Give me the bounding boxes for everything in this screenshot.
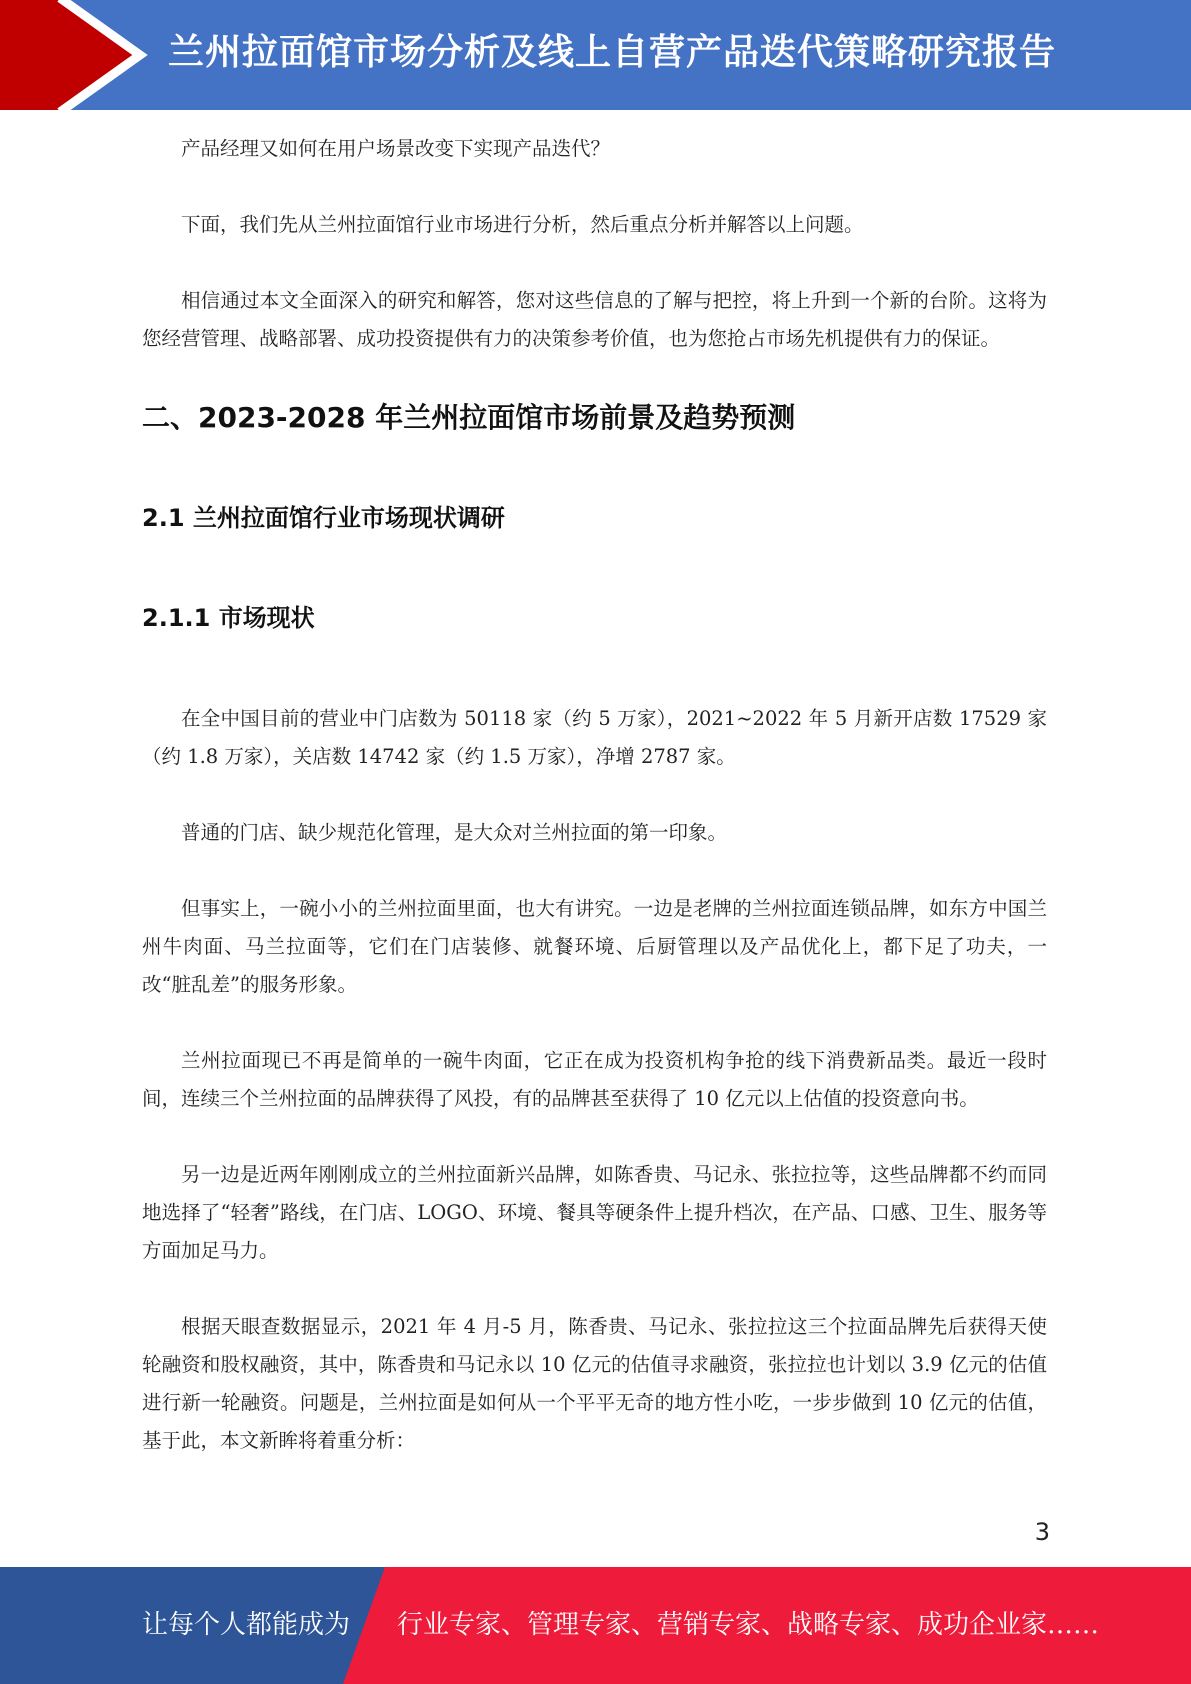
subsubsection-heading: 2.1.1 市场现状 [142, 604, 315, 632]
body-paragraph: 产品经理又如何在用户场景改变下实现产品迭代？ [181, 137, 611, 160]
page-content [142, 130, 1047, 1498]
body-paragraph: 根据天眼查数据显示，2021 年 4 月-5 月，陈香贵、马记永、张拉拉这三个拉面品牌先后获得天使轮融资和股权融资，其中，陈香贵和马记永以 10 亿元的估值寻求融资，张拉拉也计划以 3.9 亿元的估值进行新一轮融资。问题是，兰州拉面是如何从一个平平无奇的地方性小吃，一步步做到 10 亿元的估值，基于此，本文新眸将着重分析： [142, 1315, 1047, 1452]
body-paragraph: 另一边是近两年刚刚成立的兰州拉面新兴品牌，如陈香贵、马记永、张拉拉等，这些品牌都不约而同地选择了“轻奢”路线，在门店、LOGO、环境、餐具等硬条件上提升档次，在产品、口感、卫生、服务等方面加足马力。 [142, 1163, 1047, 1262]
section-heading: 二、2023-2028 年兰州拉面馆市场前景及趋势预测 [142, 401, 796, 434]
page-footer [0, 1567, 1191, 1684]
report-title: 兰州拉面馆市场分析及线上自营产品迭代策略研究报告 [168, 32, 1057, 73]
footer-slogan-right: 行业专家、管理专家、营销专家、战略专家、成功企业家…… [397, 1610, 1100, 1640]
body-paragraph: 但事实上，一碗小小的兰州拉面里面，也大有讲究。一边是老牌的兰州拉面连锁品牌，如东方中国兰州牛肉面、马兰拉面等，它们在门店装修、就餐环境、后厨管理以及产品优化上，都下足了功夫，一改“脏乱差”的服务形象。 [142, 897, 1047, 996]
body-paragraph: 普通的门店、缺少规范化管理，是大众对兰州拉面的第一印象。 [181, 821, 728, 844]
footer-slogan-left: 让每个人都能成为 [142, 1610, 351, 1640]
page-number: 3 [1034, 1518, 1050, 1546]
header-red-arrow-graphic [0, 0, 150, 110]
body-paragraph: 下面，我们先从兰州拉面馆行业市场进行分析，然后重点分析并解答以上问题。 [181, 213, 864, 236]
page-header [0, 0, 1191, 110]
body-paragraph: 相信通过本文全面深入的研究和解答，您对这些信息的了解与把控，将上升到一个新的台阶。这将为您经营管理、战略部署、成功投资提供有力的决策参考价值，也为您抢占市场先机提供有力的保证。 [142, 289, 1047, 350]
subsection-heading: 2.1 兰州拉面馆行业市场现状调研 [142, 504, 505, 532]
body-paragraph: 在全中国目前的营业中门店数为 50118 家（约 5 万家），2021~2022 年 5 月新开店数 17529 家（约 1.8 万家），关店数 14742 家（约 1.5 万家），净增 2787 家。 [142, 707, 1047, 768]
body-paragraph: 兰州拉面现已不再是简单的一碗牛肉面，它正在成为投资机构争抢的线下消费新品类。最近一段时间，连续三个兰州拉面的品牌获得了风投，有的品牌甚至获得了 10 亿元以上估值的投资意向书。 [142, 1049, 1047, 1110]
